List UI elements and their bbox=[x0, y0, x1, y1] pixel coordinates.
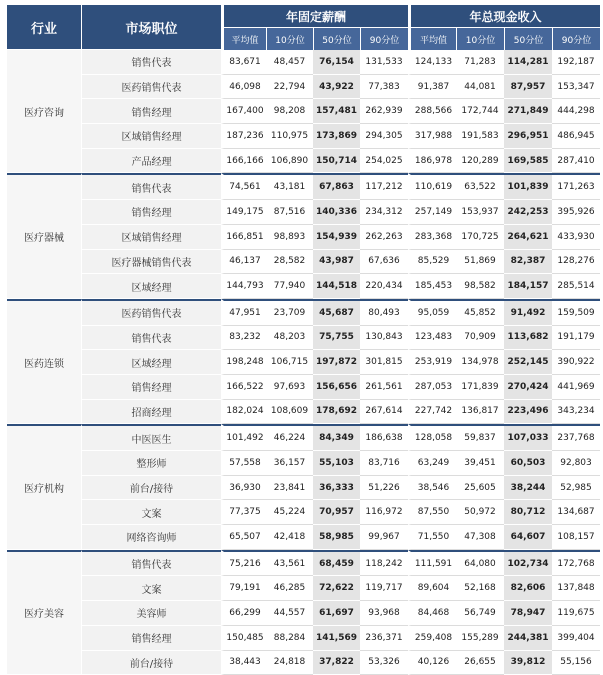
value-cell: 57,558 bbox=[221, 451, 266, 476]
value-cell: 172,768 bbox=[552, 550, 600, 577]
position-cell: 销售经理 bbox=[81, 99, 221, 124]
value-cell: 92,803 bbox=[552, 451, 600, 476]
value-cell: 153,347 bbox=[552, 75, 600, 100]
table-row bbox=[7, 550, 600, 577]
value-cell: 38,546 bbox=[408, 476, 456, 501]
value-cell: 270,424 bbox=[504, 375, 552, 400]
value-cell: 120,289 bbox=[456, 149, 504, 174]
value-cell: 159,509 bbox=[552, 299, 600, 326]
table-row bbox=[7, 50, 600, 75]
value-cell: 51,226 bbox=[360, 476, 408, 501]
value-cell: 80,712 bbox=[504, 500, 552, 525]
position-cell: 区域经理 bbox=[81, 350, 221, 375]
value-cell: 43,922 bbox=[313, 75, 360, 100]
value-cell: 71,550 bbox=[408, 525, 456, 550]
value-cell: 84,468 bbox=[408, 601, 456, 626]
value-cell: 89,604 bbox=[408, 576, 456, 601]
value-cell: 287,053 bbox=[408, 375, 456, 400]
value-cell: 136,817 bbox=[456, 400, 504, 425]
value-cell: 23,709 bbox=[266, 299, 313, 326]
value-cell: 317,988 bbox=[408, 124, 456, 149]
position-cell: 网络咨询师 bbox=[81, 525, 221, 550]
position-cell: 区域销售经理 bbox=[81, 124, 221, 149]
value-cell: 93,968 bbox=[360, 601, 408, 626]
value-cell: 52,985 bbox=[552, 476, 600, 501]
value-cell: 171,263 bbox=[552, 173, 600, 200]
table-row bbox=[7, 525, 600, 550]
value-cell: 254,025 bbox=[360, 149, 408, 174]
value-cell: 63,522 bbox=[456, 173, 504, 200]
value-cell: 101,492 bbox=[221, 424, 266, 451]
value-cell: 70,909 bbox=[456, 326, 504, 351]
value-cell: 102,734 bbox=[504, 550, 552, 577]
value-cell: 77,375 bbox=[221, 500, 266, 525]
value-cell: 43,987 bbox=[313, 250, 360, 275]
value-cell: 123,483 bbox=[408, 326, 456, 351]
value-cell: 234,312 bbox=[360, 200, 408, 225]
value-cell: 252,145 bbox=[504, 350, 552, 375]
value-cell: 87,550 bbox=[408, 500, 456, 525]
value-cell: 150,485 bbox=[221, 626, 266, 651]
value-cell: 343,234 bbox=[552, 400, 600, 425]
value-cell: 80,493 bbox=[360, 299, 408, 326]
value-cell: 134,687 bbox=[552, 500, 600, 525]
position-cell: 产品经理 bbox=[81, 149, 221, 174]
value-cell: 25,605 bbox=[456, 476, 504, 501]
position-cell: 销售经理 bbox=[81, 200, 221, 225]
value-cell: 117,212 bbox=[360, 173, 408, 200]
value-cell: 64,607 bbox=[504, 525, 552, 550]
value-cell: 46,137 bbox=[221, 250, 266, 275]
industry-cell: 医疗咨询 bbox=[7, 50, 81, 173]
header-fixed-salary: 年固定薪酬 bbox=[221, 5, 408, 28]
value-cell: 67,636 bbox=[360, 250, 408, 275]
value-cell: 296,951 bbox=[504, 124, 552, 149]
value-cell: 85,529 bbox=[408, 250, 456, 275]
value-cell: 43,181 bbox=[266, 173, 313, 200]
value-cell: 283,368 bbox=[408, 225, 456, 250]
position-cell: 美容师 bbox=[81, 601, 221, 626]
position-cell: 文案 bbox=[81, 500, 221, 525]
value-cell: 75,216 bbox=[221, 550, 266, 577]
value-cell: 36,333 bbox=[313, 476, 360, 501]
value-cell: 45,687 bbox=[313, 299, 360, 326]
value-cell: 171,839 bbox=[456, 375, 504, 400]
value-cell: 294,305 bbox=[360, 124, 408, 149]
industry-cell: 医疗美容 bbox=[7, 550, 81, 675]
value-cell: 259,408 bbox=[408, 626, 456, 651]
value-cell: 441,969 bbox=[552, 375, 600, 400]
value-cell: 48,457 bbox=[266, 50, 313, 75]
value-cell: 56,749 bbox=[456, 601, 504, 626]
table-row bbox=[7, 326, 600, 351]
value-cell: 220,434 bbox=[360, 274, 408, 299]
value-cell: 144,518 bbox=[313, 274, 360, 299]
value-cell: 36,930 bbox=[221, 476, 266, 501]
value-cell: 395,926 bbox=[552, 200, 600, 225]
salary-table bbox=[7, 5, 600, 675]
value-cell: 114,281 bbox=[504, 50, 552, 75]
value-cell: 65,507 bbox=[221, 525, 266, 550]
industry-cell: 医疗器械 bbox=[7, 173, 81, 298]
value-cell: 45,852 bbox=[456, 299, 504, 326]
position-cell: 销售经理 bbox=[81, 626, 221, 651]
value-cell: 83,671 bbox=[221, 50, 266, 75]
value-cell: 38,443 bbox=[221, 651, 266, 675]
value-cell: 130,843 bbox=[360, 326, 408, 351]
value-cell: 70,957 bbox=[313, 500, 360, 525]
value-cell: 52,168 bbox=[456, 576, 504, 601]
header-row-top bbox=[7, 5, 600, 28]
value-cell: 84,349 bbox=[313, 424, 360, 451]
table-row bbox=[7, 299, 600, 326]
value-cell: 167,400 bbox=[221, 99, 266, 124]
position-cell: 招商经理 bbox=[81, 400, 221, 425]
value-cell: 144,793 bbox=[221, 274, 266, 299]
value-cell: 24,818 bbox=[266, 651, 313, 675]
value-cell: 42,418 bbox=[266, 525, 313, 550]
value-cell: 182,024 bbox=[221, 400, 266, 425]
value-cell: 72,622 bbox=[313, 576, 360, 601]
value-cell: 262,263 bbox=[360, 225, 408, 250]
value-cell: 98,893 bbox=[266, 225, 313, 250]
value-cell: 185,453 bbox=[408, 274, 456, 299]
value-cell: 118,242 bbox=[360, 550, 408, 577]
value-cell: 156,656 bbox=[313, 375, 360, 400]
value-cell: 58,985 bbox=[313, 525, 360, 550]
value-cell: 197,872 bbox=[313, 350, 360, 375]
value-cell: 107,033 bbox=[504, 424, 552, 451]
value-cell: 87,516 bbox=[266, 200, 313, 225]
position-cell: 前台/接待 bbox=[81, 651, 221, 675]
value-cell: 77,383 bbox=[360, 75, 408, 100]
position-cell: 前台/接待 bbox=[81, 476, 221, 501]
table-row bbox=[7, 274, 600, 299]
value-cell: 51,869 bbox=[456, 250, 504, 275]
value-cell: 154,939 bbox=[313, 225, 360, 250]
value-cell: 26,655 bbox=[456, 651, 504, 675]
table-row bbox=[7, 225, 600, 250]
value-cell: 198,248 bbox=[221, 350, 266, 375]
value-cell: 110,975 bbox=[266, 124, 313, 149]
value-cell: 99,967 bbox=[360, 525, 408, 550]
value-cell: 22,794 bbox=[266, 75, 313, 100]
value-cell: 44,557 bbox=[266, 601, 313, 626]
table-row bbox=[7, 651, 600, 675]
value-cell: 55,156 bbox=[552, 651, 600, 675]
value-cell: 83,232 bbox=[221, 326, 266, 351]
value-cell: 63,249 bbox=[408, 451, 456, 476]
value-cell: 153,937 bbox=[456, 200, 504, 225]
table-row bbox=[7, 375, 600, 400]
value-cell: 45,224 bbox=[266, 500, 313, 525]
position-cell: 销售代表 bbox=[81, 173, 221, 200]
value-cell: 79,191 bbox=[221, 576, 266, 601]
value-cell: 106,715 bbox=[266, 350, 313, 375]
value-cell: 53,326 bbox=[360, 651, 408, 675]
value-cell: 399,404 bbox=[552, 626, 600, 651]
value-cell: 108,157 bbox=[552, 525, 600, 550]
table-row bbox=[7, 576, 600, 601]
value-cell: 101,839 bbox=[504, 173, 552, 200]
value-cell: 76,154 bbox=[313, 50, 360, 75]
value-cell: 83,716 bbox=[360, 451, 408, 476]
value-cell: 444,298 bbox=[552, 99, 600, 124]
value-cell: 236,371 bbox=[360, 626, 408, 651]
table-row bbox=[7, 400, 600, 425]
value-cell: 77,940 bbox=[266, 274, 313, 299]
value-cell: 264,621 bbox=[504, 225, 552, 250]
value-cell: 141,569 bbox=[313, 626, 360, 651]
value-cell: 119,717 bbox=[360, 576, 408, 601]
value-cell: 244,381 bbox=[504, 626, 552, 651]
table-row bbox=[7, 500, 600, 525]
value-cell: 128,058 bbox=[408, 424, 456, 451]
value-cell: 46,285 bbox=[266, 576, 313, 601]
value-cell: 98,208 bbox=[266, 99, 313, 124]
value-cell: 173,869 bbox=[313, 124, 360, 149]
table-row bbox=[7, 124, 600, 149]
value-cell: 87,957 bbox=[504, 75, 552, 100]
value-cell: 124,133 bbox=[408, 50, 456, 75]
value-cell: 285,514 bbox=[552, 274, 600, 299]
value-cell: 227,742 bbox=[408, 400, 456, 425]
value-cell: 113,682 bbox=[504, 326, 552, 351]
header-fixed-p90: 90分位 bbox=[360, 28, 408, 50]
value-cell: 128,276 bbox=[552, 250, 600, 275]
value-cell: 261,561 bbox=[360, 375, 408, 400]
value-cell: 78,947 bbox=[504, 601, 552, 626]
value-cell: 47,308 bbox=[456, 525, 504, 550]
value-cell: 68,459 bbox=[313, 550, 360, 577]
value-cell: 97,693 bbox=[266, 375, 313, 400]
value-cell: 64,080 bbox=[456, 550, 504, 577]
value-cell: 271,849 bbox=[504, 99, 552, 124]
value-cell: 149,175 bbox=[221, 200, 266, 225]
value-cell: 75,755 bbox=[313, 326, 360, 351]
value-cell: 36,157 bbox=[266, 451, 313, 476]
position-cell: 销售代表 bbox=[81, 50, 221, 75]
value-cell: 157,481 bbox=[313, 99, 360, 124]
value-cell: 166,851 bbox=[221, 225, 266, 250]
value-cell: 433,930 bbox=[552, 225, 600, 250]
value-cell: 134,978 bbox=[456, 350, 504, 375]
value-cell: 223,496 bbox=[504, 400, 552, 425]
value-cell: 191,179 bbox=[552, 326, 600, 351]
value-cell: 253,919 bbox=[408, 350, 456, 375]
value-cell: 192,187 bbox=[552, 50, 600, 75]
table-row bbox=[7, 99, 600, 124]
header-fixed-p50: 50分位 bbox=[313, 28, 360, 50]
value-cell: 191,583 bbox=[456, 124, 504, 149]
value-cell: 39,812 bbox=[504, 651, 552, 675]
value-cell: 47,951 bbox=[221, 299, 266, 326]
position-cell: 区域经理 bbox=[81, 274, 221, 299]
value-cell: 98,582 bbox=[456, 274, 504, 299]
value-cell: 48,203 bbox=[266, 326, 313, 351]
value-cell: 38,244 bbox=[504, 476, 552, 501]
value-cell: 46,224 bbox=[266, 424, 313, 451]
value-cell: 37,822 bbox=[313, 651, 360, 675]
value-cell: 82,387 bbox=[504, 250, 552, 275]
value-cell: 40,126 bbox=[408, 651, 456, 675]
table-row bbox=[7, 476, 600, 501]
table-row bbox=[7, 350, 600, 375]
value-cell: 242,253 bbox=[504, 200, 552, 225]
value-cell: 187,236 bbox=[221, 124, 266, 149]
position-cell: 文案 bbox=[81, 576, 221, 601]
table-row bbox=[7, 200, 600, 225]
value-cell: 43,561 bbox=[266, 550, 313, 577]
industry-cell: 医疗机构 bbox=[7, 424, 81, 549]
value-cell: 28,582 bbox=[266, 250, 313, 275]
value-cell: 44,081 bbox=[456, 75, 504, 100]
value-cell: 74,561 bbox=[221, 173, 266, 200]
header-industry: 行业 bbox=[7, 5, 81, 50]
position-cell: 区域销售经理 bbox=[81, 225, 221, 250]
value-cell: 186,638 bbox=[360, 424, 408, 451]
value-cell: 59,837 bbox=[456, 424, 504, 451]
value-cell: 287,410 bbox=[552, 149, 600, 174]
table-row bbox=[7, 424, 600, 451]
position-cell: 整形师 bbox=[81, 451, 221, 476]
value-cell: 119,675 bbox=[552, 601, 600, 626]
value-cell: 46,098 bbox=[221, 75, 266, 100]
value-cell: 166,522 bbox=[221, 375, 266, 400]
header-total-p50: 50分位 bbox=[504, 28, 552, 50]
table-row bbox=[7, 149, 600, 174]
value-cell: 88,284 bbox=[266, 626, 313, 651]
value-cell: 23,841 bbox=[266, 476, 313, 501]
table-row bbox=[7, 601, 600, 626]
value-cell: 169,585 bbox=[504, 149, 552, 174]
value-cell: 111,591 bbox=[408, 550, 456, 577]
position-cell: 中医医生 bbox=[81, 424, 221, 451]
table-row bbox=[7, 173, 600, 200]
value-cell: 61,697 bbox=[313, 601, 360, 626]
value-cell: 140,336 bbox=[313, 200, 360, 225]
value-cell: 155,289 bbox=[456, 626, 504, 651]
value-cell: 108,609 bbox=[266, 400, 313, 425]
position-cell: 医药销售代表 bbox=[81, 299, 221, 326]
value-cell: 301,815 bbox=[360, 350, 408, 375]
value-cell: 262,939 bbox=[360, 99, 408, 124]
position-cell: 销售经理 bbox=[81, 375, 221, 400]
value-cell: 170,725 bbox=[456, 225, 504, 250]
position-cell: 销售代表 bbox=[81, 326, 221, 351]
header-total-p10: 10分位 bbox=[456, 28, 504, 50]
value-cell: 178,692 bbox=[313, 400, 360, 425]
value-cell: 186,978 bbox=[408, 149, 456, 174]
industry-cell: 医药连锁 bbox=[7, 299, 81, 424]
value-cell: 55,103 bbox=[313, 451, 360, 476]
value-cell: 184,157 bbox=[504, 274, 552, 299]
position-cell: 医药销售代表 bbox=[81, 75, 221, 100]
value-cell: 390,922 bbox=[552, 350, 600, 375]
value-cell: 116,972 bbox=[360, 500, 408, 525]
table-body bbox=[7, 50, 600, 675]
table-row bbox=[7, 451, 600, 476]
value-cell: 91,492 bbox=[504, 299, 552, 326]
header-position: 市场职位 bbox=[81, 5, 221, 50]
value-cell: 71,283 bbox=[456, 50, 504, 75]
header-total-p90: 90分位 bbox=[552, 28, 600, 50]
value-cell: 50,972 bbox=[456, 500, 504, 525]
header-fixed-p10: 10分位 bbox=[266, 28, 313, 50]
value-cell: 110,619 bbox=[408, 173, 456, 200]
value-cell: 486,945 bbox=[552, 124, 600, 149]
value-cell: 95,059 bbox=[408, 299, 456, 326]
table-row bbox=[7, 75, 600, 100]
header-total-cash: 年总现金收入 bbox=[408, 5, 600, 28]
table-row bbox=[7, 250, 600, 275]
value-cell: 172,744 bbox=[456, 99, 504, 124]
value-cell: 237,768 bbox=[552, 424, 600, 451]
header-total-mean: 平均值 bbox=[408, 28, 456, 50]
value-cell: 150,714 bbox=[313, 149, 360, 174]
value-cell: 39,451 bbox=[456, 451, 504, 476]
value-cell: 106,890 bbox=[266, 149, 313, 174]
value-cell: 82,606 bbox=[504, 576, 552, 601]
header-fixed-mean: 平均值 bbox=[221, 28, 266, 50]
value-cell: 166,166 bbox=[221, 149, 266, 174]
value-cell: 257,149 bbox=[408, 200, 456, 225]
value-cell: 267,614 bbox=[360, 400, 408, 425]
value-cell: 288,566 bbox=[408, 99, 456, 124]
value-cell: 60,503 bbox=[504, 451, 552, 476]
value-cell: 91,387 bbox=[408, 75, 456, 100]
value-cell: 137,848 bbox=[552, 576, 600, 601]
value-cell: 67,863 bbox=[313, 173, 360, 200]
value-cell: 66,299 bbox=[221, 601, 266, 626]
table-row bbox=[7, 626, 600, 651]
position-cell: 医疗器械销售代表 bbox=[81, 250, 221, 275]
value-cell: 131,533 bbox=[360, 50, 408, 75]
position-cell: 销售代表 bbox=[81, 550, 221, 577]
